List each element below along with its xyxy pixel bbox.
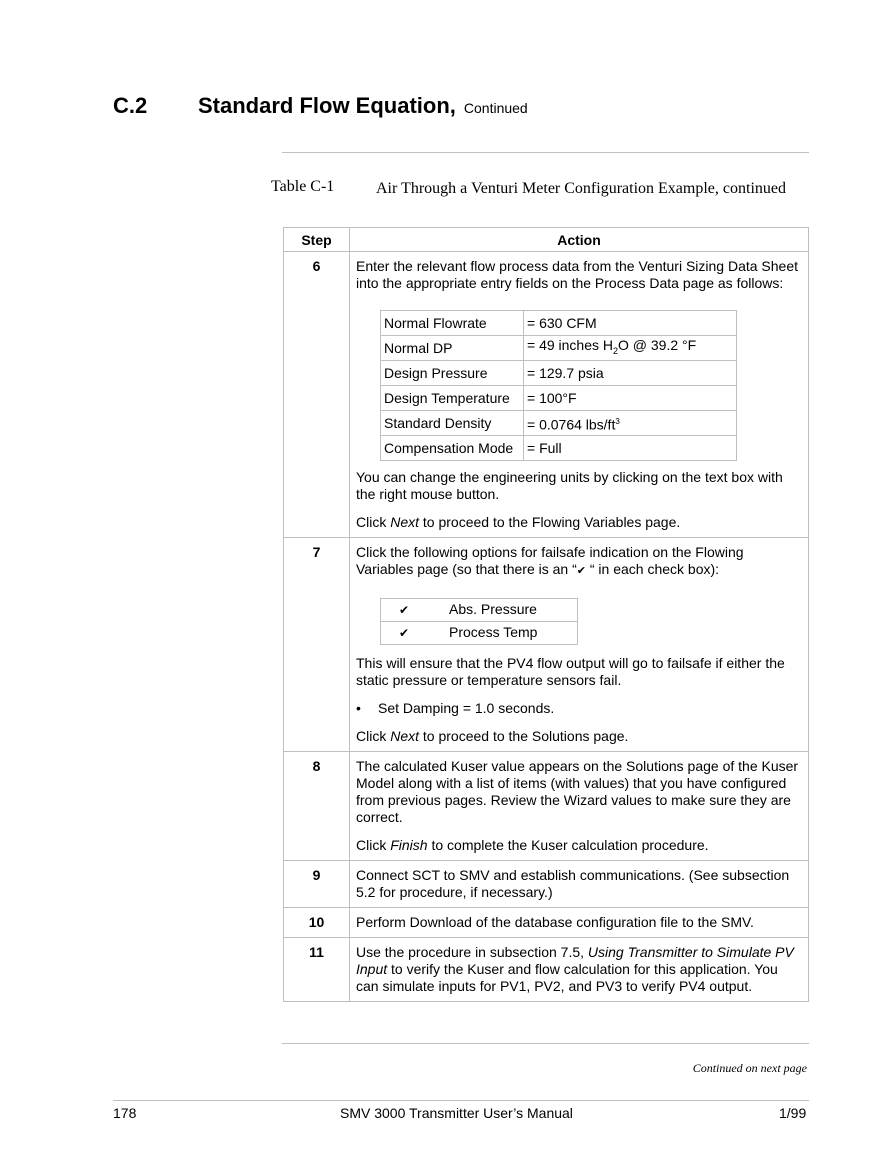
process-label: Design Pressure <box>381 361 524 386</box>
step-intro: Enter the relevant flow process data from the Venturi Sizing Data Sheet into the appropriate entry fields on the Process Data page as follows: <box>356 258 799 291</box>
step-number: 7 <box>284 538 350 752</box>
section-title <box>198 93 528 119</box>
step-number: 8 <box>284 752 350 861</box>
process-row <box>381 386 737 411</box>
table-row <box>284 861 809 908</box>
step-text: Connect SCT to SMV and establish communications. (See subsection 5.2 for procedure, if necessary.) <box>356 867 790 900</box>
table-row <box>284 938 809 1002</box>
header-action: Action <box>350 228 809 252</box>
table-row <box>284 752 809 861</box>
step-action <box>350 252 809 538</box>
process-row <box>381 336 737 361</box>
table-header-row <box>284 228 809 252</box>
process-value: = 0.0764 lbs/$ft^3$ <box>524 411 737 436</box>
footer-divider <box>113 1100 809 1101</box>
header-step: Step <box>284 228 350 252</box>
page-number: 178 <box>113 1105 137 1121</box>
top-divider <box>282 152 809 153</box>
configuration-table <box>283 227 809 1002</box>
step-click-instruction: Click Finish to complete the Kuser calculation procedure. <box>356 837 709 853</box>
continued-next-page: Continued on next page <box>692 1061 807 1075</box>
process-label: Compensation Mode <box>381 436 524 461</box>
process-value: = 100°F <box>524 386 737 411</box>
option-row <box>381 622 578 645</box>
checkmark-icon: ✔ <box>576 565 586 577</box>
section-number: C.2 <box>113 93 148 118</box>
process-value: = 129.7 psia <box>524 361 737 386</box>
step-click-instruction: Click Next to proceed to the Solutions page. <box>356 728 629 744</box>
bullet-icon: • <box>356 700 361 716</box>
option-row <box>381 599 578 622</box>
manual-date: 1/99 <box>779 1105 807 1121</box>
table-row <box>284 538 809 752</box>
process-label: Normal Flowrate <box>381 311 524 336</box>
step-action <box>350 861 809 908</box>
step-intro: Click the following options for failsafe indication on the Flowing Variables page (so that there is an “✔ “ in each check box): <box>356 544 744 577</box>
option-label: Process Temp <box>449 624 538 640</box>
step-note: You can change the engineering units by clicking on the text box with the right mouse button. <box>356 469 783 502</box>
step-number: 6 <box>284 252 350 538</box>
bottom-divider <box>282 1043 809 1044</box>
step-action <box>350 538 809 752</box>
process-row <box>381 311 737 336</box>
process-label: Design Temperature <box>381 386 524 411</box>
table-row <box>284 908 809 938</box>
step-number: 11 <box>284 938 350 1002</box>
section-title-text: Standard Flow Equation, <box>198 93 456 118</box>
step-text: Use the procedure in subsection 7.5, Using Transmitter to Simulate PV Input to verify the Kuser and flow calculation for this application. You can simulate inputs for PV1, PV2, and PV3 to verify PV4 output. <box>356 944 794 994</box>
process-value: = Full <box>524 436 737 461</box>
process-label: Standard Density <box>381 411 524 436</box>
process-row <box>381 436 737 461</box>
process-value: = 630 CFM <box>524 311 737 336</box>
step-text: Perform Download of the database configuration file to the SMV. <box>356 914 754 930</box>
table-row <box>284 252 809 538</box>
step-action <box>350 752 809 861</box>
process-label: Normal DP <box>381 336 524 361</box>
bullet-item: • Set Damping = 1.0 seconds. <box>356 700 555 716</box>
step-action <box>350 908 809 938</box>
process-value: = 49 inches $H_2O$ @ 39.2 °F <box>524 336 737 361</box>
step-click-instruction: Click Next to proceed to the Flowing Variables page. <box>356 514 681 530</box>
section-continued: Continued <box>463 100 528 116</box>
step-text: The calculated Kuser value appears on the Solutions page of the Kuser Model along with a list of items (with values) that you have configured from previous pages. Review the Wizard values to make sure they are correct. <box>356 758 799 825</box>
checkmark-icon: ✔ <box>399 603 410 617</box>
step-note: This will ensure that the PV4 flow output will go to failsafe if either the static pressure or temperature sensors fail. <box>356 655 785 688</box>
manual-title: SMV 3000 Transmitter User’s Manual <box>340 1105 573 1121</box>
step-number: 9 <box>284 861 350 908</box>
checkmark-icon: ✔ <box>399 626 410 640</box>
process-data-table <box>380 310 737 461</box>
step-action <box>350 938 809 1002</box>
process-row <box>381 411 737 436</box>
process-row <box>381 361 737 386</box>
failsafe-options-table <box>380 598 578 645</box>
step-number: 10 <box>284 908 350 938</box>
option-label: Abs. Pressure <box>449 601 537 617</box>
table-title: Air Through a Venturi Meter Configuration Example, continued <box>376 180 786 197</box>
table-number: Table C-1 <box>271 178 335 195</box>
